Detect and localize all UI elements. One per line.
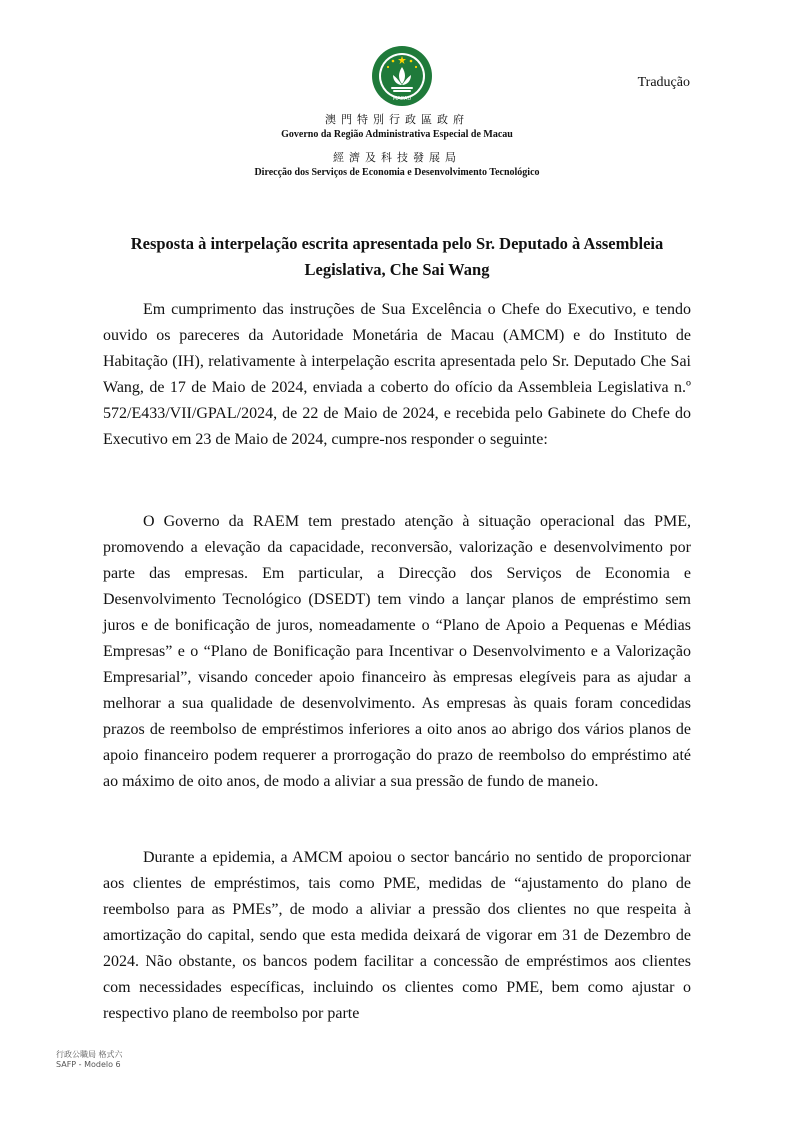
lotus-emblem-icon <box>371 45 433 107</box>
paragraph-1: Em cumprimento das instruções de Sua Excelência o Chefe do Executivo, e tendo ouvido os pareceres da Autoridade Monetária de Macau (AMCM) e do Instituto de Habitação (IH), relativamente à interpelação escrita apresentada pelo Sr. Deputado Che Sai Wang, de 17 de Maio de 2024, enviada a coberto do ofício da Assembleia Legislativa n.º 572/E433/VII/GPAL/2024, de 22 de Maio de 2024, e recebida pelo Gabinete do Chefe do Executivo em 23 de Maio de 2024, cumpre-nos responder o seguinte: <box>103 301 691 448</box>
government-name-portuguese: Governo da Região Administrativa Especial de Macau <box>281 129 513 140</box>
form-code-portuguese: SAFP - Modelo 6 <box>56 1060 121 1069</box>
document-title: Resposta à interpelação escrita apresentada pelo Sr. Deputado à Assembleia Legislativa, Che Sai Wang <box>130 234 664 279</box>
department-name-portuguese: Direcção dos Serviços de Economia e Desenvolvimento Tecnológico <box>254 167 540 178</box>
translation-label: Tradução <box>637 75 690 90</box>
form-footer <box>56 1050 123 1070</box>
emblem-text: MACAU <box>392 96 412 102</box>
department-name-chinese: 經濟及科技發展局 <box>333 152 461 164</box>
form-code-chinese: 行政公職局 格式六 <box>56 1050 123 1059</box>
paragraph-3: Durante a epidemia, a AMCM apoiou o sector bancário no sentido de proporcionar aos clientes de empréstimos, tais como PME, medidas de “ajustamento do plano de reembolso para as PMEs”, de modo a aliviar a pressão dos clientes no que respeita à amortização do capital, sendo que esta medida deixará de vigorar em 31 de Dezembro de 2024. Não obstante, os bancos podem facilitar a concessão de empréstimos aos clientes com necessidades específicas, incluindo os clientes como PME, bem como ajustar o respectivo plano de reembolso por parte <box>103 849 691 1022</box>
macau-emblem <box>371 45 433 107</box>
government-name-chinese: 澳門特別行政區政府 <box>325 114 469 126</box>
paragraph-2: O Governo da RAEM tem prestado atenção à situação operacional das PME, promovendo a elevação da capacidade, reconversão, valorização e desenvolvimento por parte das empresas. Em particular, a Direcção dos Serviços de Economia e Desenvolvimento Tecnológico (DSEDT) tem vindo a lançar planos de empréstimo sem juros e de bonificação de juros, nomeadamente o “Plano de Apoio a Pequenas e Médias Empresas” e o “Plano de Bonificação para Incentivar o Desenvolvimento e a Valorização Empresarial”, visando conceder apoio financeiro às empresas elegíveis para as ajudar a melhorar a sua qualidade de desenvolvimento. As empresas às quais foram concedidas prazos de reembolso de empréstimos inferiores a oito anos ao abrigo dos vários planos de apoio financeiro podem requerer a prorrogação do prazo de reembolso do empréstimo até ao máximo de oito anos, de modo a aliviar a sua pressão de fundo de maneio. <box>103 513 691 790</box>
